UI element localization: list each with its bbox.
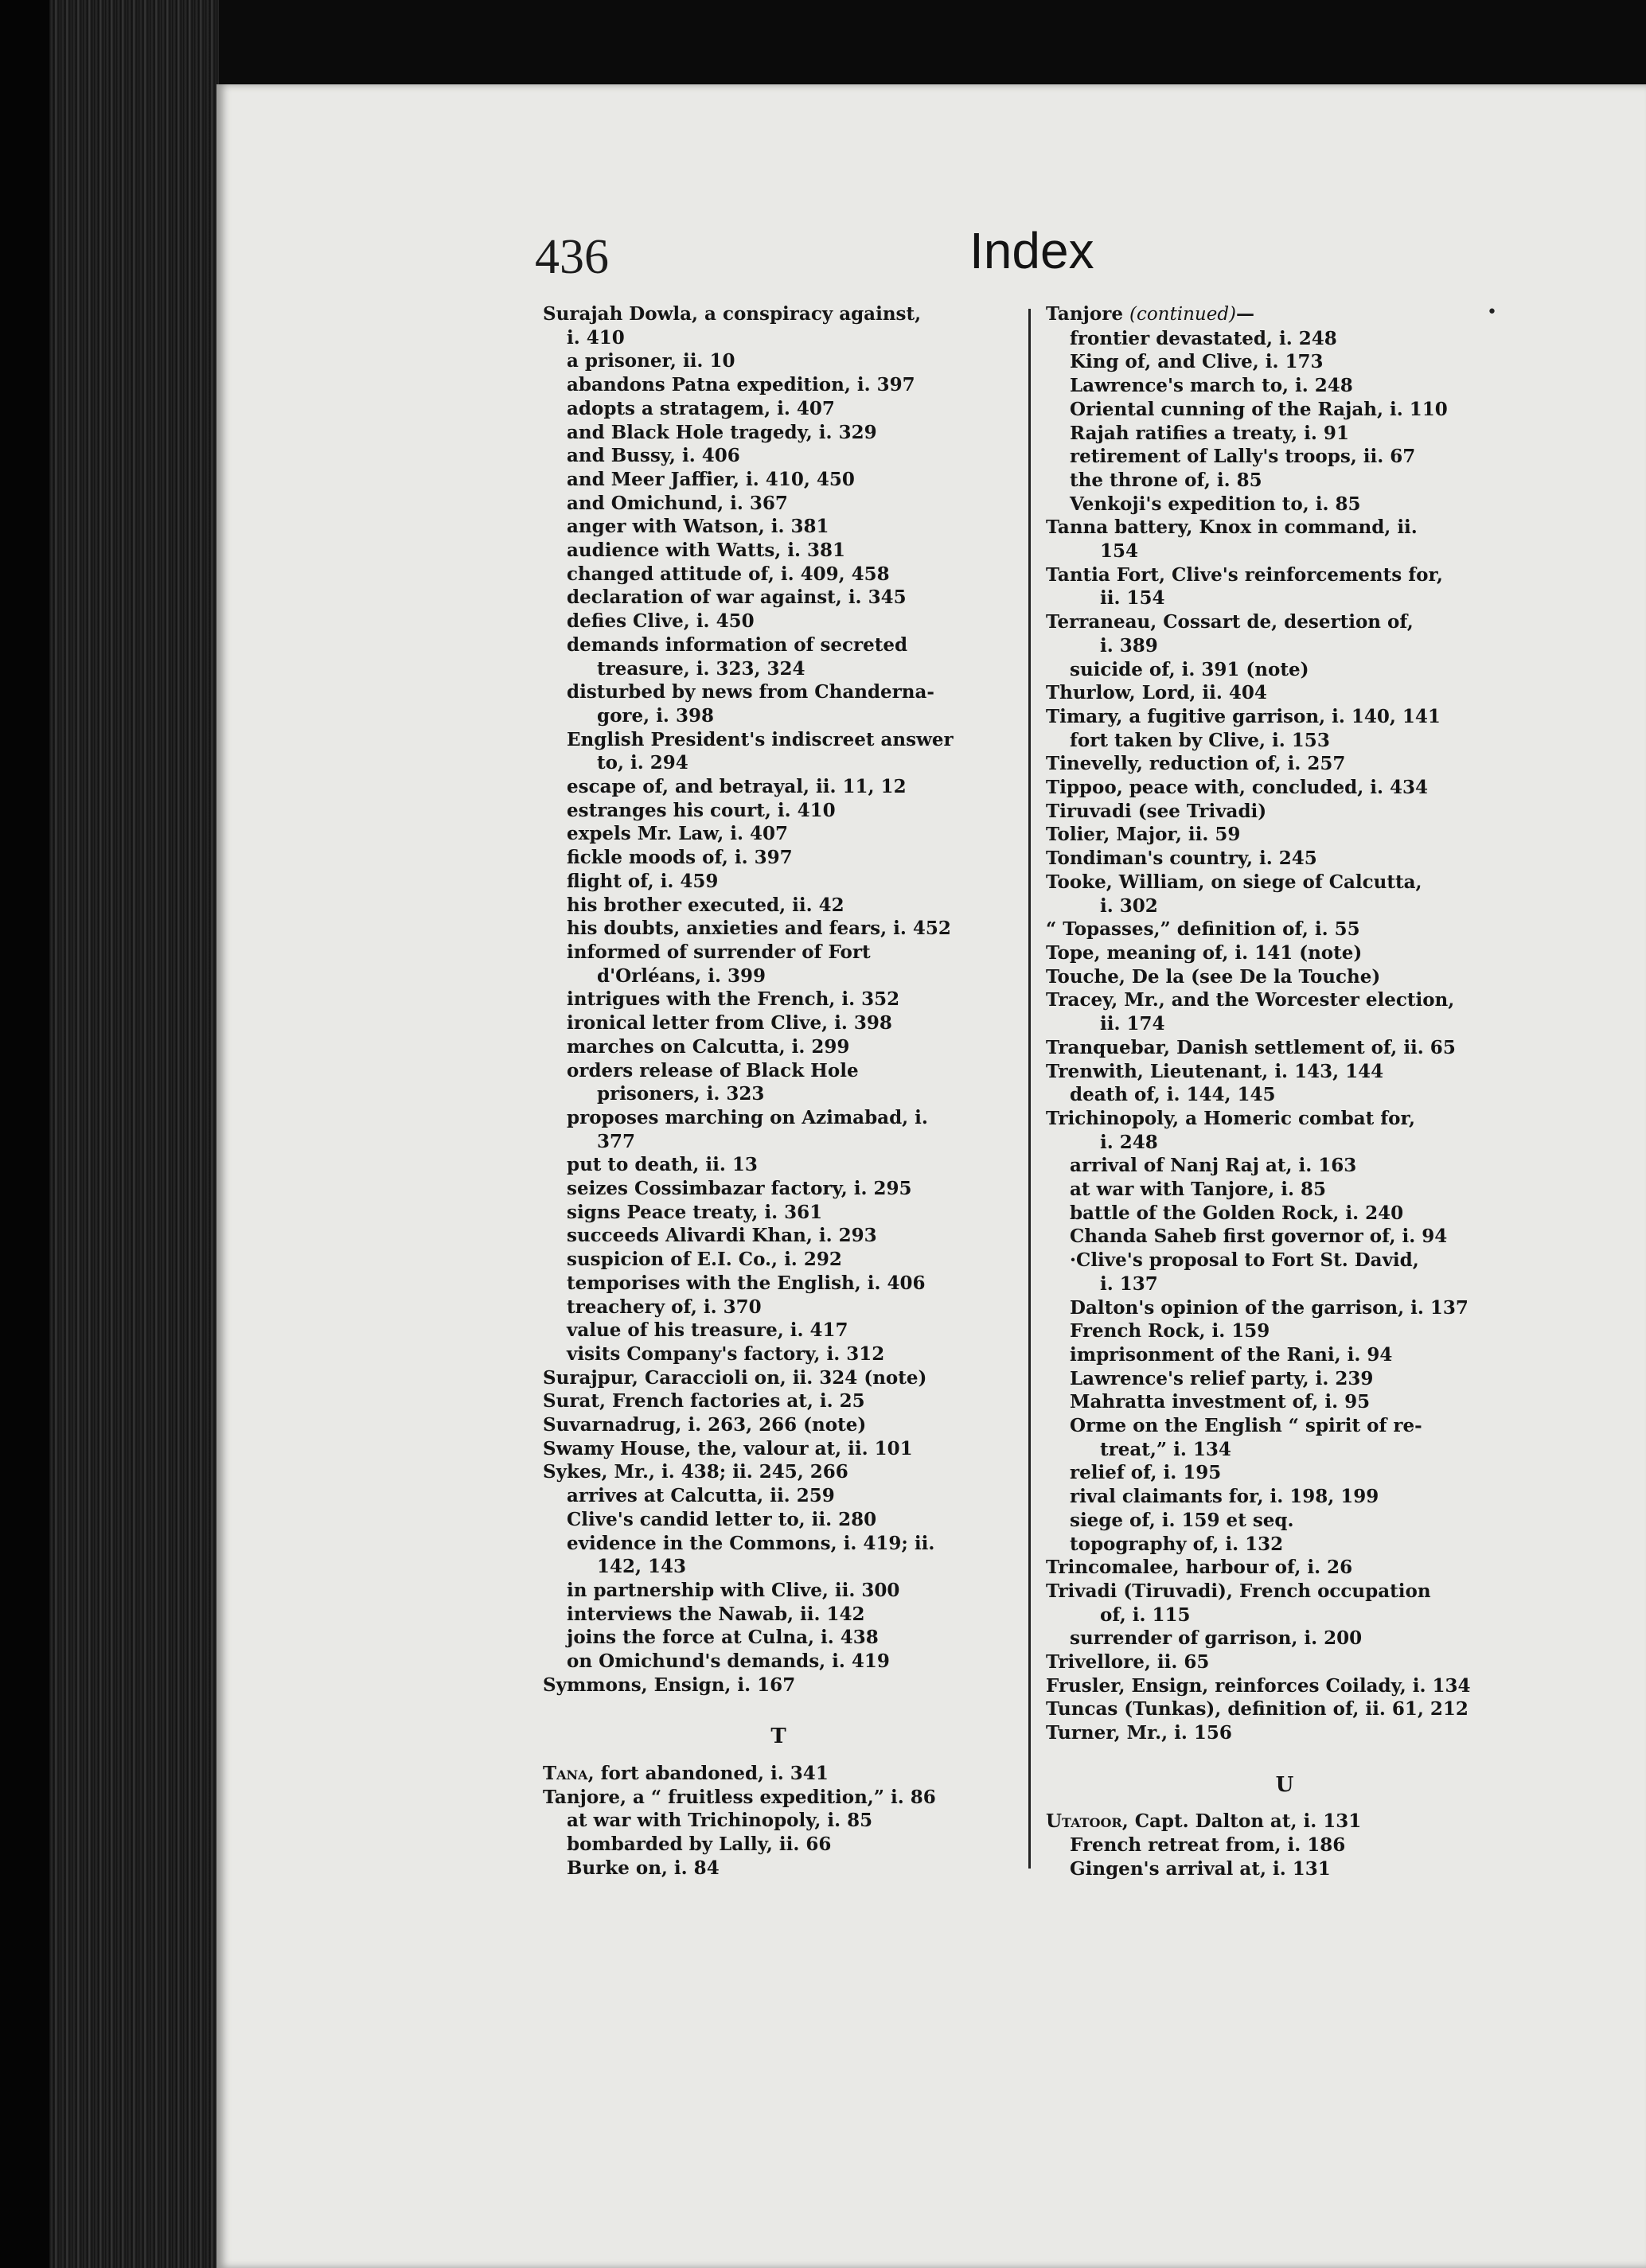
entry-text: Burke on, i. 84: [567, 1857, 720, 1879]
index-entry: [543, 1579, 1014, 1603]
entry-text: Tanjore, a “ fruitless expedition,” i. 86: [543, 1786, 936, 1808]
entry-text: bombarded by Lally, ii. 66: [567, 1833, 832, 1855]
entry-text: of, i. 115: [1100, 1604, 1191, 1626]
index-entry: [543, 373, 1014, 397]
entry-text: Turner, Mr., i. 156: [1046, 1722, 1232, 1744]
entry-text: anger with Watson, i. 381: [567, 516, 829, 538]
index-entry: [1046, 705, 1523, 729]
entry-text: visits Company's factory, i. 312: [567, 1342, 885, 1365]
entry-text: on Omichund's demands, i. 419: [567, 1650, 890, 1673]
entry-text: d'Orléans, i. 399: [597, 964, 766, 987]
index-entry: [1046, 965, 1523, 989]
entry-text: Tracey, Mr., and the Worcester election,: [1046, 989, 1455, 1011]
entry-text: Tanna battery, Knox in command, ii.: [1046, 516, 1418, 539]
index-entry: [1046, 1272, 1523, 1296]
entry-text: siege of, i. 159 et seq.: [1070, 1509, 1294, 1531]
entry-text: topography of, i. 132: [1070, 1533, 1284, 1555]
entry-text: suspicion of E.I. Co., i. 292: [567, 1249, 842, 1271]
entry-text: joins the force at Culna, i. 438: [567, 1627, 879, 1649]
entry-text: at war with Trichinopoly, i. 85: [567, 1810, 873, 1832]
index-entry: [543, 1224, 1014, 1248]
index-entry: [543, 1389, 1014, 1413]
index-entry: [543, 941, 1014, 964]
entry-text: proposes marching on Azimabad, i.: [567, 1106, 928, 1128]
index-entry: [1046, 1461, 1523, 1485]
index-entry: [1046, 776, 1523, 800]
entry-text: ·Clive's proposal to Fort St. David,: [1070, 1249, 1419, 1272]
entry-text: and Black Hole tragedy, i. 329: [567, 421, 877, 443]
index-entry: [1046, 422, 1523, 446]
entry-text: put to death, ii. 13: [567, 1154, 758, 1176]
index-entry: [543, 302, 1014, 326]
index-entry: [1046, 350, 1523, 374]
index-entry: [1046, 658, 1523, 682]
index-column-right: [1046, 302, 1523, 1880]
index-entry: [543, 1082, 1014, 1106]
entry-text: Swamy House, the, valour at, ii. 101: [543, 1437, 913, 1459]
entry-text: surrender of garrison, i. 200: [1070, 1627, 1363, 1650]
index-entry: [543, 1059, 1014, 1083]
index-entry: [543, 1786, 1014, 1810]
entry-text: King of, and Clive, i. 173: [1070, 351, 1324, 373]
entry-text: 142, 143: [597, 1556, 687, 1578]
index-entry: [543, 799, 1014, 823]
entry-text: Surat, French factories at, i. 25: [543, 1390, 865, 1413]
index-entry: [543, 539, 1014, 563]
entry-text: French retreat from, i. 186: [1070, 1833, 1346, 1856]
entry-text: Rajah ratifies a treaty, i. 91: [1070, 422, 1349, 444]
entry-text: Dalton's opinion of the garrison, i. 137: [1070, 1296, 1469, 1319]
index-entry: [1046, 918, 1523, 941]
book-page-edges: [49, 0, 219, 2268]
index-entry: [543, 1437, 1014, 1461]
entries-u: [1046, 1810, 1523, 1880]
entry-text: ii. 174: [1100, 1013, 1165, 1035]
entry-text: fort taken by Clive, i. 153: [1070, 729, 1330, 751]
entry-text: Tippoo, peace with, concluded, i. 434: [1046, 777, 1428, 799]
index-entry: [1046, 1650, 1523, 1674]
index-entry: [543, 633, 1014, 657]
entry-text: retirement of Lally's troops, ii. 67: [1070, 446, 1416, 468]
entry-lead: Utatoor,: [1046, 1810, 1129, 1833]
index-entry: [543, 326, 1014, 350]
index-entry: [1046, 374, 1523, 398]
index-entry: [543, 1508, 1014, 1532]
index-entry: [1046, 1060, 1523, 1084]
entry-text: Trincomalee, harbour of, i. 26: [1046, 1557, 1353, 1579]
entry-text: i. 410: [567, 326, 625, 349]
entry-text: “ Topasses,” definition of, i. 55: [1046, 918, 1360, 941]
index-entry: [1046, 1319, 1523, 1343]
entry-text: suicide of, i. 391 (note): [1070, 658, 1309, 680]
entry-text: temporises with the English, i. 406: [567, 1272, 926, 1294]
entry-text: arrival of Nanj Raj at, i. 163: [1070, 1155, 1357, 1177]
index-entry: [1046, 398, 1523, 422]
entry-text: i. 389: [1100, 634, 1158, 657]
entry-text: Chanda Saheb first governor of, i. 94: [1070, 1226, 1448, 1248]
index-entry: [1046, 1202, 1523, 1226]
index-entry: [1046, 1556, 1523, 1580]
entry-text: Tuncas (Tunkas), definition of, ii. 61, 212: [1046, 1698, 1469, 1720]
index-entry: [543, 704, 1014, 728]
entry-text: treat,” i. 134: [1100, 1438, 1231, 1460]
entry-text: his doubts, anxieties and fears, i. 452: [567, 918, 951, 940]
index-entry: [543, 988, 1014, 1011]
index-entry: [1046, 1674, 1523, 1698]
index-entry: [543, 468, 1014, 492]
entry-text: i. 137: [1100, 1272, 1158, 1295]
index-entry: [543, 1833, 1014, 1857]
index-entry: [543, 1319, 1014, 1342]
entry-text: intrigues with the French, i. 352: [567, 988, 900, 1011]
entry-text: Oriental cunning of the Rajah, i. 110: [1070, 398, 1448, 420]
index-entry: [1046, 1225, 1523, 1249]
index-entry: [543, 822, 1014, 846]
entry-text: Frusler, Ensign, reinforces Coilady, i. 134: [1046, 1674, 1471, 1697]
index-entry: [543, 1248, 1014, 1272]
index-entry: [543, 1011, 1014, 1035]
entry-text: changed attitude of, i. 409, 458: [567, 563, 890, 585]
index-entry: [1046, 1533, 1523, 1557]
entry-text: succeeds Alivardi Khan, i. 293: [567, 1225, 877, 1247]
entry-text: Thurlow, Lord, ii. 404: [1046, 682, 1267, 704]
entry-text: French Rock, i. 159: [1070, 1320, 1270, 1342]
entry-text: death of, i. 144, 145: [1070, 1084, 1276, 1106]
index-entry: [1046, 469, 1523, 493]
index-entry: [1046, 1485, 1523, 1509]
index-entry: [543, 1035, 1014, 1059]
entry-text: evidence in the Commons, i. 419; ii.: [567, 1532, 935, 1554]
index-entry: [543, 964, 1014, 988]
index-entry: [1046, 1810, 1523, 1833]
entry-text: Tiruvadi (see Trivadi): [1046, 800, 1267, 822]
entry-text: and Meer Jaffier, i. 410, 450: [567, 468, 855, 490]
index-entry: [543, 894, 1014, 918]
index-entry: [543, 586, 1014, 610]
entry-text: rival claimants for, i. 198, 199: [1070, 1486, 1379, 1508]
index-entry: [543, 1626, 1014, 1650]
index-entry: [543, 610, 1014, 633]
section-letter-u: U: [1275, 1772, 1294, 1797]
entry-text: 154: [1100, 540, 1139, 563]
index-entry: [1046, 1414, 1523, 1438]
index-entry: [1046, 563, 1523, 587]
entry-text: escape of, and betrayal, ii. 11, 12: [567, 776, 907, 798]
column-divider: [1028, 309, 1031, 1869]
entry-text: fort abandoned, i. 341: [594, 1762, 829, 1784]
index-entry: [543, 1674, 1014, 1697]
entry-text: Touche, De la (see De la Touche): [1046, 965, 1381, 988]
entry-text: audience with Watts, i. 381: [567, 540, 846, 562]
index-entry: [543, 1460, 1014, 1484]
index-entry: [1046, 823, 1523, 847]
index-entry: [1046, 1604, 1523, 1627]
index-entry: [543, 349, 1014, 373]
entry-text: i. 302: [1100, 894, 1158, 917]
index-entry: [1046, 681, 1523, 705]
index-entry: [1046, 1178, 1523, 1202]
entry-text: English President's indiscreet answer: [567, 728, 954, 750]
entry-text: Trivellore, ii. 65: [1046, 1651, 1210, 1674]
index-entry: [1046, 610, 1523, 634]
index-entry: [1046, 1721, 1523, 1745]
index-entry: [543, 657, 1014, 681]
index-entry: [1046, 1857, 1523, 1881]
page-number: 436: [535, 230, 609, 284]
entry-text: marches on Calcutta, i. 299: [567, 1035, 850, 1058]
index-entry: [543, 751, 1014, 775]
entry-text: Capt. Dalton at, i. 131: [1128, 1810, 1362, 1833]
entry-text: Tope, meaning of, i. 141 (note): [1046, 941, 1363, 964]
entry-lead: Tana,: [543, 1762, 595, 1784]
entry-text: in partnership with Clive, ii. 300: [567, 1579, 900, 1601]
entry-text: abandons Patna expedition, i. 397: [567, 374, 915, 396]
entry-text: Tantia Fort, Clive's reinforcements for,: [1046, 563, 1443, 586]
index-entry: [1046, 540, 1523, 563]
index-entry: [1046, 871, 1523, 894]
entry-text: signs Peace treaty, i. 361: [567, 1201, 823, 1223]
entry-text: to, i. 294: [597, 752, 688, 774]
entry-text: battle of the Golden Rock, i. 240: [1070, 1202, 1404, 1224]
entry-text: fickle moods of, i. 397: [567, 847, 793, 869]
index-entry: [543, 1650, 1014, 1674]
index-entry: [543, 1555, 1014, 1579]
entry-text: Timary, a fugitive garrison, i. 140, 141: [1046, 705, 1441, 727]
entry-text: Trenwith, Lieutenant, i. 143, 144: [1046, 1060, 1384, 1082]
entry-text: expels Mr. Law, i. 407: [567, 823, 789, 845]
entry-text: a prisoner, ii. 10: [567, 350, 735, 372]
entry-text: Symmons, Ensign, i. 167: [543, 1674, 796, 1696]
entry-text: his brother executed, ii. 42: [567, 894, 844, 916]
entry-text: Gingen's arrival at, i. 131: [1070, 1857, 1331, 1880]
index-entry: [543, 492, 1014, 516]
index-entry: [1046, 445, 1523, 469]
index-entry: [1046, 847, 1523, 871]
entries-t-continued: [1046, 327, 1523, 1745]
entry-text: flight of, i. 459: [567, 870, 719, 892]
index-entry: [543, 1130, 1014, 1154]
index-entry: [543, 680, 1014, 704]
index-entry: [543, 1106, 1014, 1130]
entry-text: Suvarnadrug, i. 263, 266 (note): [543, 1414, 867, 1436]
entry-text: 377: [597, 1130, 636, 1152]
book-edge-shadow: [0, 0, 49, 2268]
entry-text: treasure, i. 323, 324: [597, 657, 805, 680]
entry-text: and Bussy, i. 406: [567, 445, 740, 467]
index-entry: [543, 1484, 1014, 1508]
entry-text: seizes Cossimbazar factory, i. 295: [567, 1178, 912, 1200]
entry-text: interviews the Nawab, ii. 142: [567, 1603, 865, 1625]
index-entry: [543, 397, 1014, 421]
index-entry: [1046, 1036, 1523, 1060]
entry-text: value of his treasure, i. 417: [567, 1319, 848, 1342]
entry-text: Surajpur, Caraccioli on, ii. 324 (note): [543, 1366, 927, 1389]
entry-text: Orme on the English “ spirit of re-: [1070, 1415, 1422, 1437]
index-entry: [543, 1366, 1014, 1390]
entry-text: orders release of Black Hole: [567, 1059, 859, 1081]
index-entry: [1046, 493, 1523, 516]
entry-text: and Omichund, i. 367: [567, 492, 788, 514]
index-entry: [1046, 1367, 1523, 1391]
entry-text: Sykes, Mr., i. 438; ii. 245, 266: [543, 1461, 848, 1483]
index-entry: [543, 1272, 1014, 1296]
entries-s: [543, 302, 1014, 1697]
entry-text: Tooke, William, on siege of Calcutta,: [1046, 871, 1422, 893]
index-entry: [543, 846, 1014, 870]
index-entry: [1046, 1012, 1523, 1036]
index-entry: [543, 1201, 1014, 1225]
entry-text: Lawrence's relief party, i. 239: [1070, 1367, 1374, 1389]
entry-text: Surajah Dowla, a conspiracy against,: [543, 303, 922, 325]
entry-text: prisoners, i. 323: [597, 1083, 765, 1105]
entry-text: arrives at Calcutta, ii. 259: [567, 1485, 835, 1507]
index-entry: [1046, 1390, 1523, 1414]
entry-text: Tolier, Major, ii. 59: [1046, 824, 1241, 846]
index-entry: [543, 1177, 1014, 1201]
index-entry: [1046, 1697, 1523, 1721]
index-entry: [1046, 941, 1523, 965]
index-entry: [1046, 327, 1523, 351]
entry-text: Tranquebar, Danish settlement of, ii. 65: [1046, 1036, 1456, 1058]
entry-text: defies Clive, i. 450: [567, 610, 755, 633]
index-entry: [1046, 1438, 1523, 1462]
index-entry: [1046, 1249, 1523, 1272]
entry-text: imprisonment of the Rani, i. 94: [1070, 1343, 1393, 1366]
continued-heading: Tanjore (continued)—: [1046, 303, 1255, 325]
index-entry: [543, 870, 1014, 894]
index-entry: [1046, 729, 1523, 753]
section-letter-t: T: [770, 1724, 786, 1749]
index-entry: [1046, 800, 1523, 824]
index-entry: [1046, 1343, 1523, 1367]
index-entry: [543, 444, 1014, 468]
entry-text: the throne of, i. 85: [1070, 469, 1262, 491]
entry-text: declaration of war against, i. 345: [567, 586, 907, 609]
entry-text: Clive's candid letter to, ii. 280: [567, 1508, 877, 1530]
entry-text: adopts a stratagem, i. 407: [567, 397, 835, 419]
entry-text: Terraneau, Cossart de, desertion of,: [1046, 611, 1414, 633]
entry-text: informed of surrender of Fort: [567, 941, 871, 963]
entry-text: ii. 154: [1100, 587, 1165, 610]
entry-text: relief of, i. 195: [1070, 1462, 1222, 1484]
index-entry: [1046, 634, 1523, 658]
index-entry: [1046, 894, 1523, 918]
index-entry: [543, 1603, 1014, 1627]
entry-text: demands information of secreted: [567, 633, 908, 656]
entry-text: gore, i. 398: [597, 704, 714, 727]
index-column-left: [543, 302, 1014, 1880]
page-title: Index: [969, 222, 1094, 279]
entries-t: [543, 1762, 1014, 1880]
index-entry: [543, 1342, 1014, 1366]
index-entry: [543, 1762, 1014, 1786]
index-entry: [543, 1532, 1014, 1556]
index-entry: [543, 775, 1014, 799]
index-entry: [1046, 1131, 1523, 1155]
entry-text: frontier devastated, i. 248: [1070, 327, 1337, 349]
index-entry: [543, 1153, 1014, 1177]
index-entry: [543, 1857, 1014, 1880]
entry-text: Tinevelly, reduction of, i. 257: [1046, 753, 1346, 775]
index-entry: [543, 1413, 1014, 1437]
index-entry: [1046, 1627, 1523, 1650]
entry-text: Tondiman's country, i. 245: [1046, 848, 1317, 870]
index-entry: [543, 421, 1014, 445]
index-entry: [1046, 1083, 1523, 1107]
entry-text: Trichinopoly, a Homeric combat for,: [1046, 1107, 1415, 1129]
entry-text: treachery of, i. 370: [567, 1296, 762, 1318]
entry-text: ironical letter from Clive, i. 398: [567, 1012, 892, 1035]
index-entry: [1046, 1107, 1523, 1131]
index-entry: [1046, 752, 1523, 776]
index-entry: [1046, 1580, 1523, 1604]
entry-text: at war with Tanjore, i. 85: [1070, 1179, 1326, 1201]
index-entry: [1046, 1833, 1523, 1857]
entry-text: Trivadi (Tiruvadi), French occupation: [1046, 1580, 1431, 1602]
index-entry: [543, 728, 1014, 752]
index-entry: [1046, 988, 1523, 1012]
index-entry: [543, 1296, 1014, 1319]
index-entry: [1046, 586, 1523, 610]
index-entry: [1046, 1154, 1523, 1178]
index-entry: [543, 515, 1014, 539]
index-entry: [1046, 1296, 1523, 1320]
entry-text: disturbed by news from Chanderna-: [567, 681, 934, 703]
index-entry: [1046, 1509, 1523, 1533]
entry-text: Mahratta investment of, i. 95: [1070, 1391, 1371, 1413]
index-entry: [543, 563, 1014, 586]
index-entry: [1046, 516, 1523, 540]
entry-text: Lawrence's march to, i. 248: [1070, 375, 1353, 397]
entry-text: Venkoji's expedition to, i. 85: [1070, 493, 1361, 515]
index-entry: [543, 1809, 1014, 1833]
index-entry: [543, 917, 1014, 941]
entry-text: estranges his court, i. 410: [567, 799, 836, 821]
entry-text: i. 248: [1100, 1131, 1158, 1153]
stray-mark: •: [1487, 302, 1497, 322]
